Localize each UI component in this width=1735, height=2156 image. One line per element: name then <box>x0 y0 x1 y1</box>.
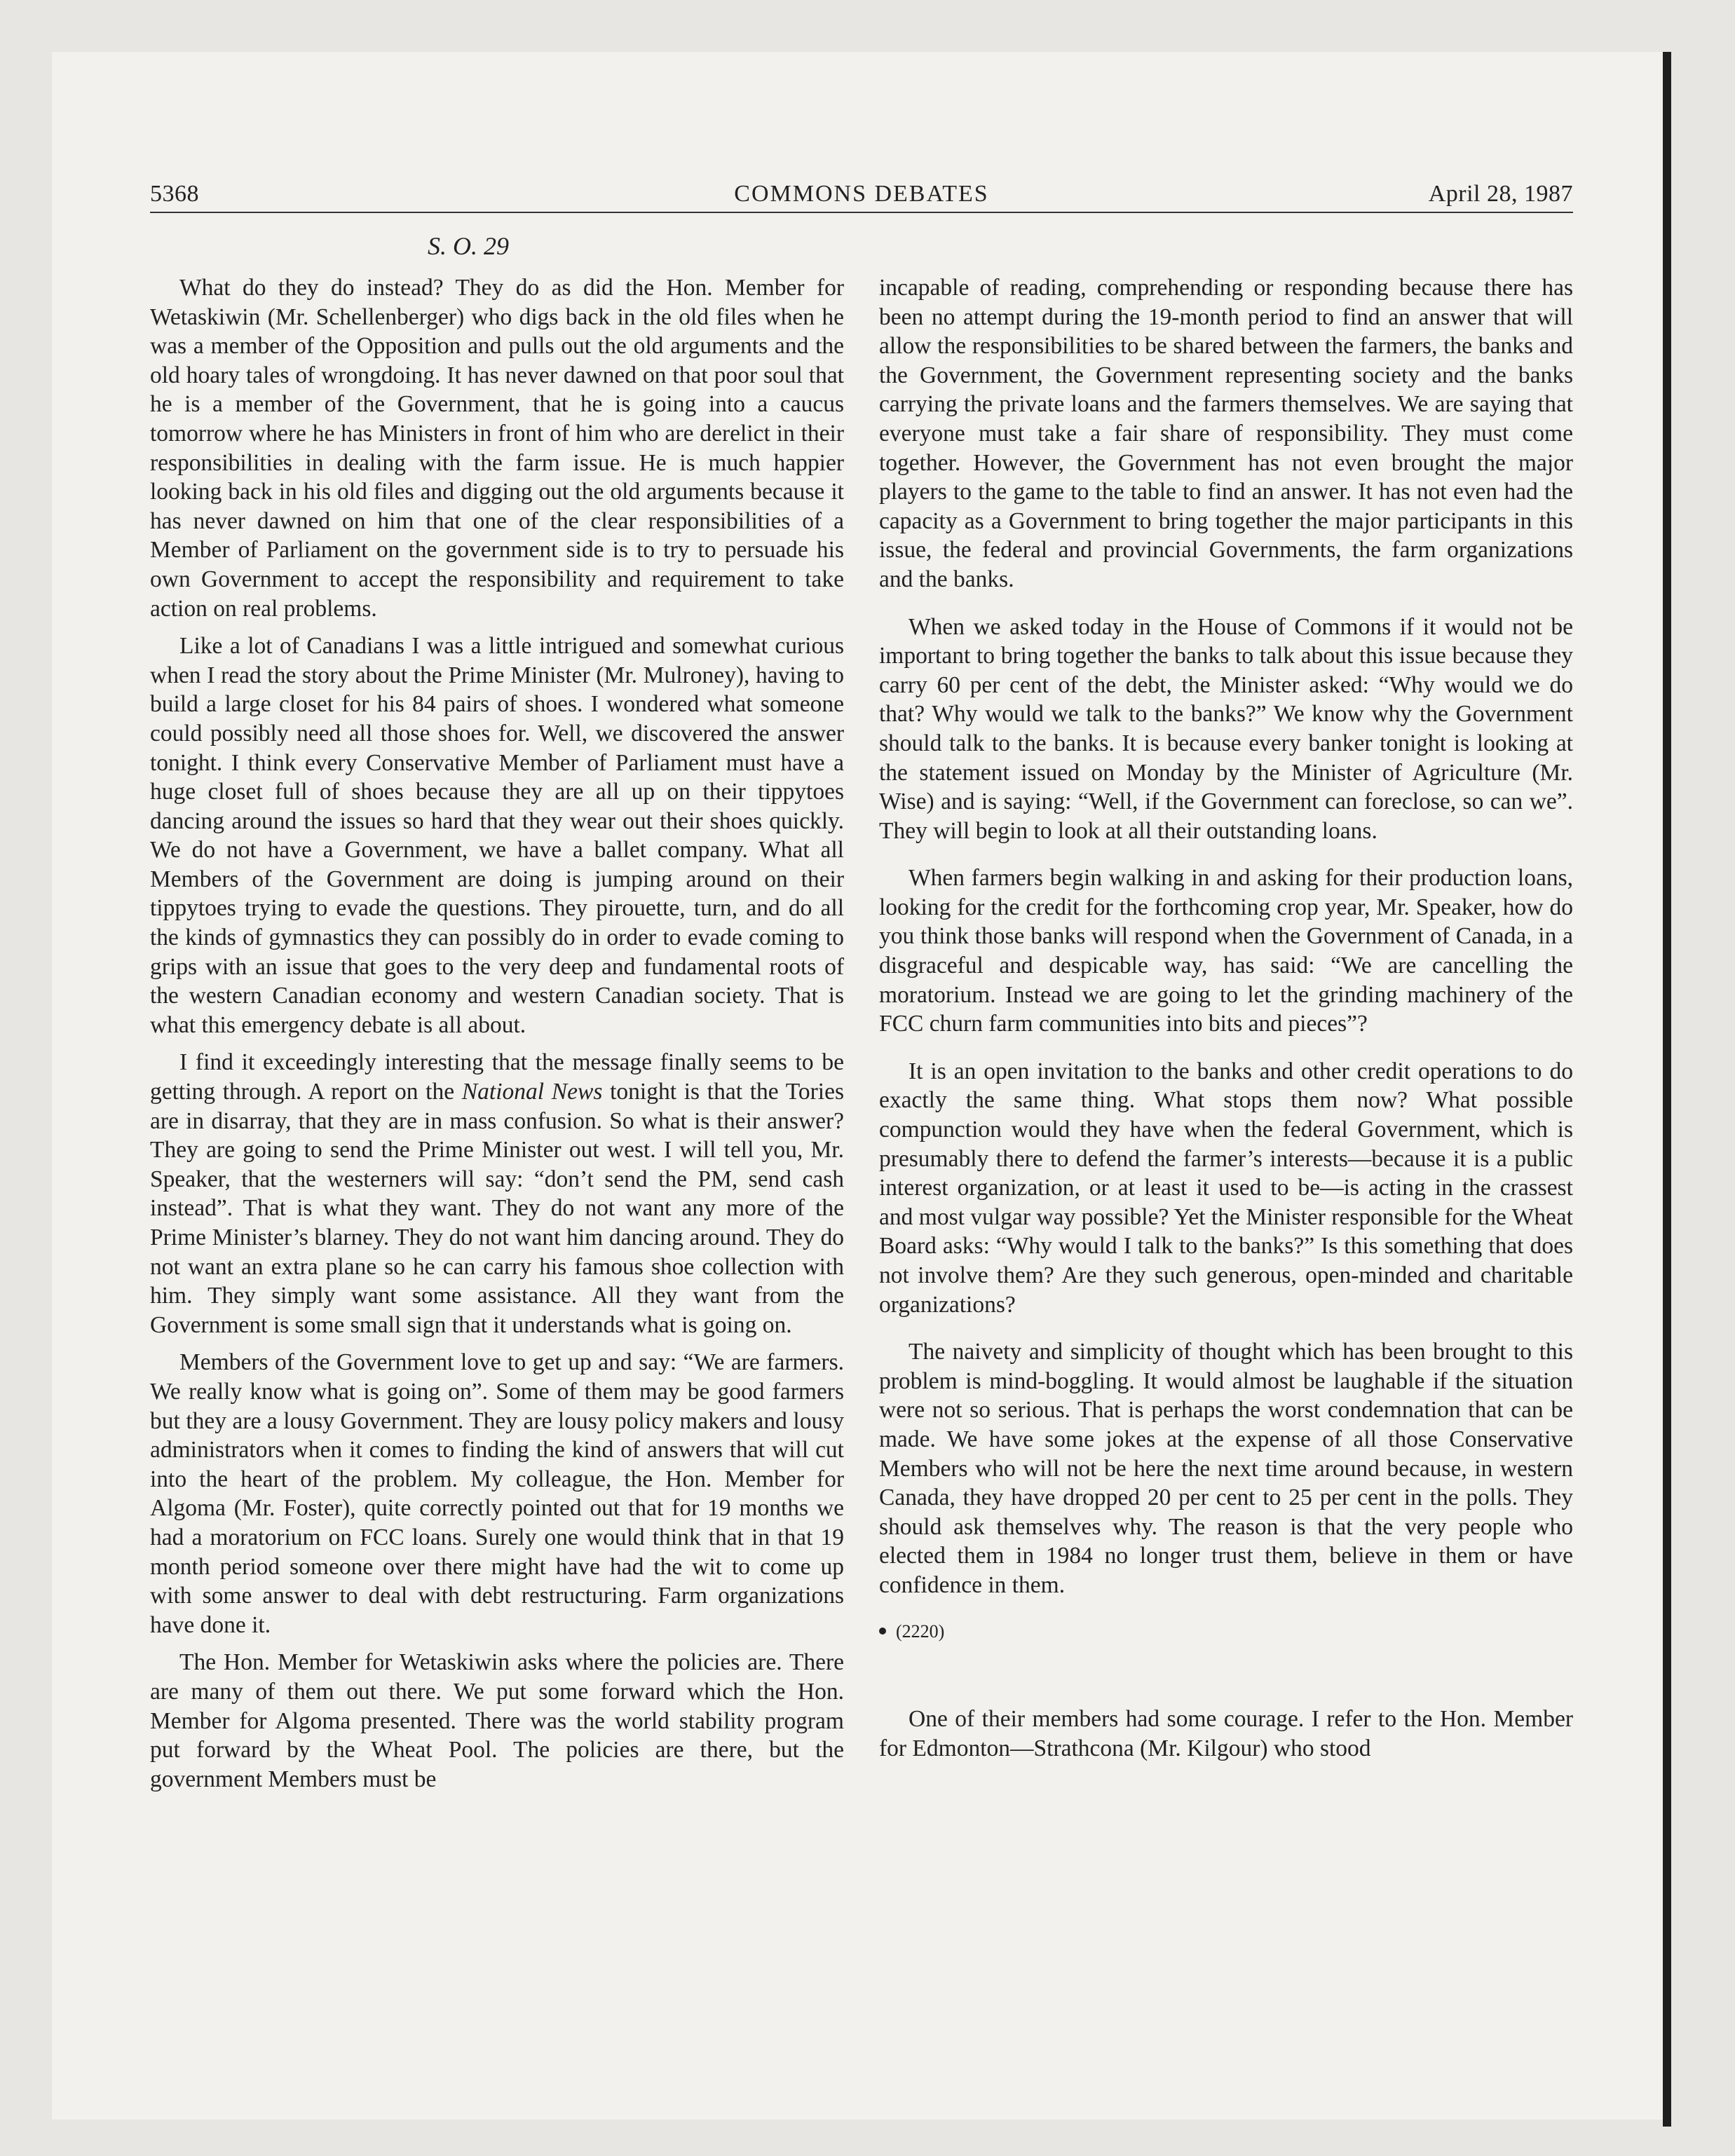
page-header <box>150 175 1573 213</box>
publication-title: COMMONS DEBATES <box>734 181 989 207</box>
left-column <box>150 273 844 1802</box>
right-column <box>879 273 1573 1771</box>
paragraph: incapable of reading, comprehending or responding because there has been no attempt during the 19-month period to find an answer that will allow the responsibilities to be shared between the farmers, the banks and the Government, the Government representing society and the banks carrying the private loans and the farmers themselves. We are saying that everyone must take a fair share of responsibility. They must come together. However, the Government has not even brought the major players to the game to the table to find an answer. It has not even had the capacity as a Government to bring together the major participants in this issue, the federal and provincial Governments, the farm organizations and the banks. <box>879 275 1573 592</box>
issue-date: April 28, 1987 <box>1428 181 1573 207</box>
bullet-icon <box>879 1628 886 1635</box>
paragraph: When we asked today in the House of Commons if it would not be important to bring together the banks to talk about this issue because they carry 60 per cent of the debt, the Minister asked: “Why would we do that? Why would we talk to the banks?” We know why the Government should talk to the banks. It is because every banker tonight is looking at the statement issued on Monday by the Minister of Agriculture (Mr. Wise) and is saying: “Well, if the Government can foreclose, so can we”. They will begin to look at all their outstanding loans. <box>879 613 1573 844</box>
paragraph-national-news: I find it exceedingly interesting that the message finally seems to be getting through. A report on the National News tonight is that the Tories are in disarray, that they are in mass confusion. So what is their answer? They are going to send the Prime Minister out west. I will tell you, Mr. Speaker, that the westerners will say: “don’t send the PM, send cash instead”. That is what they want. They do not want any more of the Prime Minister’s blarney. They do not want him dancing around. They do not want an extra plane so he can carry his famous shoe collection with him. They simply want some assistance. All they want from the Government is some small sign that it understands what is going on. <box>150 1049 844 1338</box>
time-marker-text: (2220) <box>896 1621 945 1642</box>
program-name: National News <box>461 1079 603 1105</box>
page-number: 5368 <box>150 181 199 207</box>
paragraph: The naivety and simplicity of thought which has been brought to this problem is mind-boggling. It would almost be laughable if the situation were not so serious. That is perhaps the worst condemnation that can be made. We have some jokes at the expense of all those Conservative Members who will not be here the next time around because, in western Canada, they have dropped 20 per cent to 25 per cent in the polls. They should ask themselves why. The reason is that the very people who elected them in 1984 no longer trust them, believe in them or have confidence in them. <box>879 1339 1573 1598</box>
paragraph: What do they do instead? They do as did the Hon. Member for Wetaskiwin (Mr. Schellenberger) who digs back in the old files when he was a member of the Opposition and pulls out the old arguments and the old hoary tales of wrongdoing. It has never dawned on that poor soul that he is a member of the Government, that he is going into a caucus tomorrow where he has Ministers in front of him who are derelict in their responsibilities in dealing with the farm issue. He is much happier looking back in his old files and digging out the old arguments because it has never dawned on him that one of the clear responsibilities of a Member of Parliament on the government side is to try to persuade his own Government to accept the responsibility and requirement to take action on real problems. <box>150 275 844 622</box>
paragraph: The Hon. Member for Wetaskiwin asks where the policies are. There are many of them out there. We put some forward which the Hon. Member for Algoma presented. There was the world stability program put forward by the Wheat Pool. The policies are there, but the government Members must be <box>150 1649 844 1792</box>
paragraph: When farmers begin walking in and asking for their production loans, looking for the credit for the forthcoming crop year, Mr. Speaker, how do you think those banks will respond when the Government of Canada, in a disgraceful and despicable way, has said: “We are cancelling the moratorium. Instead we are going to let the grinding machinery of the FCC churn farm communities into bits and pieces”? <box>879 865 1573 1037</box>
paragraph: Like a lot of Canadians I was a little intrigued and somewhat curious when I read the story about the Prime Minister (Mr. Mulroney), having to build a large closet for his 84 pairs of shoes. I wondered what someone could possibly need all those shoes for. Well, we discovered the answer tonight. I think every Conservative Member of Parliament must have a huge closet full of shoes because they are all up on their tippytoes dancing around the issues so hard that they wear out their shoes quickly. We do not have a Government, we have a ballet company. What all Members of the Government are doing is jumping around on their tippytoes trying to evade the questions. They pirouette, turn, and do all the kinds of gymnastics they can possibly do in order to evade coming to grips with an issue that goes to the very deep and fundamental roots of the western Canadian economy and western Canadian society. That is what this emergency debate is all about. <box>150 633 844 1038</box>
time-marker <box>879 1617 1573 1646</box>
page-edge-shadow <box>1663 52 1671 2127</box>
paragraph: Members of the Government love to get up and say: “We are farmers. We really know what is going on”. Some of them may be good farmers but they are a lousy Government. They are lousy policy makers and lousy administrators when it comes to finding the kind of answers that will cut into the heart of the problem. My colleague, the Hon. Member for Algoma (Mr. Foster), quite correctly pointed out that for 19 months we had a moratorium on FCC loans. Surely one would think that in that 19 month period someone over there might have had the wit to come up with some answer to deal with debt restructuring. Farm organizations have done it. <box>150 1349 844 1638</box>
section-label: S. O. 29 <box>428 232 509 260</box>
paragraph: One of their members had some courage. I refer to the Hon. Member for Edmonton—Strathcona (Mr. Kilgour) who stood <box>879 1706 1573 1761</box>
paragraph: It is an open invitation to the banks and other credit operations to do exactly the same thing. What stops them now? What possible compunction would they have when the federal Government, which is presumably there to defend the farmer’s interests—because it is a public interest organization, or at least it used to be—is acting in the crassest and most vulgar way possible? Yet the Minister responsible for the Wheat Board asks: “Why would I talk to the banks?” Is this something that does not involve them? Are they such generous, open-minded and charitable organizations? <box>879 1058 1573 1318</box>
